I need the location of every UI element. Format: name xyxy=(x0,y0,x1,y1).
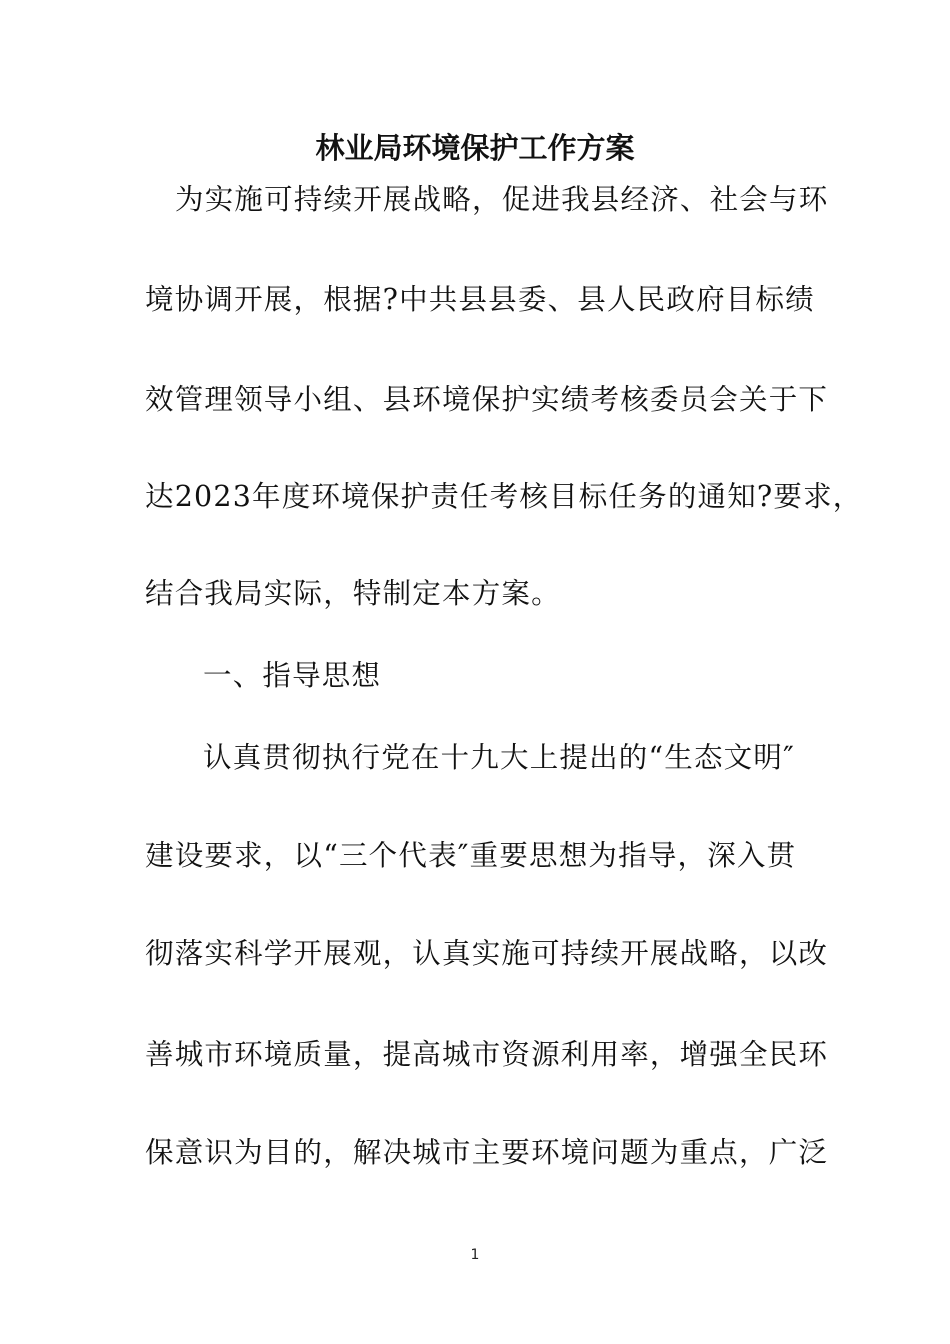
section-heading-guiding-thought: 一、指导思想 xyxy=(203,659,382,692)
page-number: 1 xyxy=(470,1247,480,1263)
paragraph-line-9: 善城市环境质量，提高城市资源利用率，增强全民环 xyxy=(145,1038,829,1071)
paragraph-line-2: 境协调开展，根据?中共县县委、县人民政府目标绩 xyxy=(145,283,815,316)
paragraph-line-4: 达2023年度环境保护责任考核目标任务的通知?要求， xyxy=(145,480,863,513)
paragraph-line-1: 为实施可持续开展战略，促进我县经济、社会与环 xyxy=(175,183,829,216)
paragraph-line-10: 保意识为目的，解决城市主要环境问题为重点，广泛 xyxy=(145,1136,829,1169)
paragraph-line-7: 建设要求，以“三个代表″重要思想为指导，深入贯 xyxy=(145,839,797,872)
paragraph-line-6: 认真贯彻执行党在十九大上提出的“生态文明″ xyxy=(203,741,795,774)
paragraph-line-3: 效管理领导小组、县环境保护实绩考核委员会关于下 xyxy=(145,383,829,416)
document-title: 林业局环境保护工作方案 xyxy=(315,131,635,165)
paragraph-line-8: 彻落实科学开展观，认真实施可持续开展战略，以改 xyxy=(145,937,829,970)
paragraph-line-5: 结合我局实际，特制定本方案。 xyxy=(145,577,561,610)
